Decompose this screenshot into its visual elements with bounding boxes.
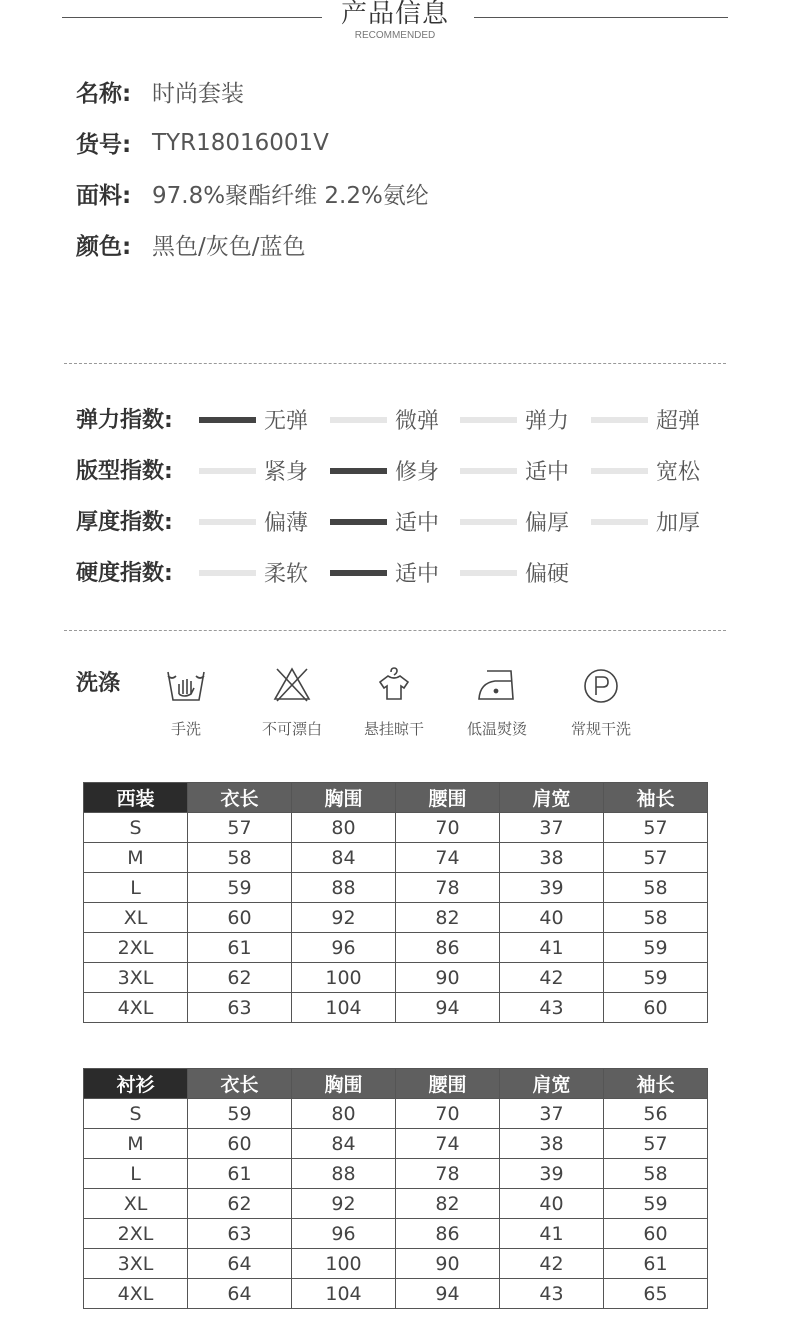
hang-dry-icon: [344, 660, 444, 708]
table-cell: 40: [500, 903, 604, 933]
table-cell: 100: [292, 963, 396, 993]
index-bar: [591, 417, 648, 423]
wash-text: 手洗: [170, 720, 201, 738]
table-cell: M: [84, 1129, 188, 1159]
table-cell: 2XL: [84, 1219, 188, 1249]
table-cell: 70: [396, 813, 500, 843]
index-option: [591, 445, 700, 496]
table-cell: 84: [292, 1129, 396, 1159]
index-row: [76, 547, 726, 598]
table-header-cell: 胸围: [292, 783, 396, 813]
index-label: 弹力指数:: [76, 408, 173, 433]
iron-low-icon: [447, 660, 547, 708]
index-bar-selected: [330, 519, 387, 525]
table-cell: S: [84, 813, 188, 843]
index-option-label: 柔软: [264, 562, 309, 587]
table-header-cell: 西装: [84, 783, 188, 813]
table-cell: 84: [292, 843, 396, 873]
table-row: [84, 1219, 708, 1249]
divider: [64, 363, 726, 364]
info-value: 黑色/灰色/蓝色: [152, 234, 306, 260]
table-cell: 61: [188, 933, 292, 963]
table-cell: 2XL: [84, 933, 188, 963]
table-cell: L: [84, 1159, 188, 1189]
table-header-cell: 腰围: [396, 783, 500, 813]
table-cell: 62: [188, 963, 292, 993]
wash-item-iron-low: [447, 660, 547, 739]
table-cell: 78: [396, 1159, 500, 1189]
table-cell: 94: [396, 993, 500, 1023]
table-cell: 92: [292, 1189, 396, 1219]
wash-item-hang-dry: [344, 660, 444, 739]
index-row: [76, 496, 726, 547]
index-option: [199, 496, 308, 547]
table-cell: 61: [604, 1249, 708, 1279]
table-row: [84, 963, 708, 993]
index-bar: [330, 417, 387, 423]
table-cell: 82: [396, 1189, 500, 1219]
table-row: [84, 933, 708, 963]
size-table-suit: [83, 782, 708, 1023]
table-cell: 41: [500, 1219, 604, 1249]
table-cell: 37: [500, 813, 604, 843]
table-cell: 3XL: [84, 1249, 188, 1279]
section-subtitle: RECOMMENDED: [354, 30, 436, 41]
table-cell: 40: [500, 1189, 604, 1219]
table-cell: 63: [188, 1219, 292, 1249]
table-cell: 96: [292, 1219, 396, 1249]
table-cell: 57: [604, 813, 708, 843]
index-row: [76, 445, 726, 496]
table-cell: 56: [604, 1099, 708, 1129]
table-cell: XL: [84, 903, 188, 933]
index-option: [330, 496, 439, 547]
table-cell: 3XL: [84, 963, 188, 993]
table-row: [84, 813, 708, 843]
table-header-row: [84, 783, 708, 813]
index-bar: [199, 570, 256, 576]
table-cell: 59: [188, 1099, 292, 1129]
table-cell: 38: [500, 843, 604, 873]
table-cell: XL: [84, 1189, 188, 1219]
info-value: 97.8%聚酯纤维 2.2%氨纶: [152, 183, 429, 209]
table-cell: 58: [604, 873, 708, 903]
table-header-cell: 肩宽: [500, 783, 604, 813]
table-cell: 64: [188, 1279, 292, 1309]
index-bar: [460, 519, 517, 525]
table-row: [84, 873, 708, 903]
table-cell: 57: [604, 1129, 708, 1159]
table-cell: 57: [188, 813, 292, 843]
table-cell: 100: [292, 1249, 396, 1279]
table-cell: 62: [188, 1189, 292, 1219]
table-cell: 59: [604, 933, 708, 963]
index-option-label: 修身: [395, 460, 440, 485]
table-cell: 59: [188, 873, 292, 903]
index-option: [330, 445, 439, 496]
index-option: [460, 394, 569, 445]
table-cell: 88: [292, 873, 396, 903]
table-cell: 94: [396, 1279, 500, 1309]
index-option: [199, 445, 308, 496]
index-option-label: 偏硬: [525, 562, 570, 587]
index-option-label: 偏薄: [264, 511, 309, 536]
table-cell: 38: [500, 1129, 604, 1159]
table-header-cell: 胸围: [292, 1069, 396, 1099]
table-cell: S: [84, 1099, 188, 1129]
index-option-label: 微弹: [395, 409, 440, 434]
index-row: [76, 394, 726, 445]
table-cell: 39: [500, 1159, 604, 1189]
table-row: [84, 903, 708, 933]
index-option-label: 加厚: [656, 511, 701, 536]
wash-text: 常规干洗: [570, 720, 631, 738]
table-cell: 74: [396, 1129, 500, 1159]
table-cell: 58: [604, 903, 708, 933]
table-row: [84, 993, 708, 1023]
info-row-color: [76, 219, 429, 270]
table-cell: 104: [292, 993, 396, 1023]
table-cell: 92: [292, 903, 396, 933]
info-value: 时尚套装: [152, 81, 244, 107]
table-row: [84, 1129, 708, 1159]
index-label: 版型指数:: [76, 459, 173, 484]
size-table-shirt: [83, 1068, 708, 1309]
index-option: [199, 547, 308, 598]
wash-item-hand-wash: [136, 660, 236, 739]
info-label: 颜色:: [76, 234, 132, 260]
table-cell: 4XL: [84, 993, 188, 1023]
index-label: 厚度指数:: [76, 510, 173, 535]
table-cell: 70: [396, 1099, 500, 1129]
table-cell: 60: [604, 993, 708, 1023]
info-label: 面料:: [76, 183, 132, 209]
table-cell: 63: [188, 993, 292, 1023]
table-cell: 78: [396, 873, 500, 903]
table-cell: 60: [188, 903, 292, 933]
table-cell: 80: [292, 813, 396, 843]
index-option: [460, 547, 569, 598]
table-cell: 86: [396, 1219, 500, 1249]
washing-label: 洗涤: [76, 671, 121, 696]
table-cell: 59: [604, 963, 708, 993]
info-label: 名称:: [76, 81, 132, 107]
table-header-cell: 衬衫: [84, 1069, 188, 1099]
info-row-sku: [76, 117, 429, 168]
table-row: [84, 1279, 708, 1309]
table-cell: 43: [500, 1279, 604, 1309]
index-bar: [460, 468, 517, 474]
table-cell: 60: [188, 1129, 292, 1159]
section-title: 产品信息: [340, 0, 449, 29]
index-option-label: 紧身: [264, 460, 309, 485]
info-row-name: [76, 66, 429, 117]
wash-text: 不可漂白: [261, 720, 322, 738]
table-cell: 65: [604, 1279, 708, 1309]
table-cell: 43: [500, 993, 604, 1023]
index-bar: [591, 468, 648, 474]
index-bar: [591, 519, 648, 525]
table-row: [84, 1159, 708, 1189]
table-cell: 90: [396, 963, 500, 993]
table-header-row: [84, 1069, 708, 1099]
index-option-label: 超弹: [656, 409, 701, 434]
table-header-cell: 衣长: [188, 1069, 292, 1099]
index-bar-selected: [330, 468, 387, 474]
index-bar: [460, 570, 517, 576]
index-bar: [199, 468, 256, 474]
table-header-cell: 袖长: [604, 783, 708, 813]
divider: [64, 630, 726, 631]
table-cell: 57: [604, 843, 708, 873]
index-bar-selected: [199, 417, 256, 423]
index-bar-selected: [330, 570, 387, 576]
table-header-cell: 袖长: [604, 1069, 708, 1099]
table-cell: 41: [500, 933, 604, 963]
dry-clean-icon: [551, 660, 651, 708]
table-cell: 60: [604, 1219, 708, 1249]
table-header-cell: 衣长: [188, 783, 292, 813]
table-cell: 90: [396, 1249, 500, 1279]
table-cell: 39: [500, 873, 604, 903]
index-option-label: 偏厚: [525, 511, 570, 536]
index-option: [460, 496, 569, 547]
table-cell: 80: [292, 1099, 396, 1129]
info-label: 货号:: [76, 132, 132, 158]
table-cell: 58: [188, 843, 292, 873]
info-row-fabric: [76, 168, 429, 219]
table-row: [84, 1189, 708, 1219]
table-row: [84, 1249, 708, 1279]
no-bleach-icon: [242, 660, 342, 708]
table-cell: 37: [500, 1099, 604, 1129]
index-option: [591, 496, 700, 547]
index-option: [330, 394, 439, 445]
table-cell: 104: [292, 1279, 396, 1309]
table-cell: 59: [604, 1189, 708, 1219]
table-cell: M: [84, 843, 188, 873]
index-section: [76, 394, 726, 598]
table-row: [84, 843, 708, 873]
index-bar: [199, 519, 256, 525]
info-value: TYR18016001V: [152, 129, 329, 156]
index-option-label: 适中: [395, 511, 440, 536]
index-option-label: 适中: [525, 460, 570, 485]
hand-wash-icon: [136, 660, 236, 708]
table-cell: 4XL: [84, 1279, 188, 1309]
table-header-cell: 肩宽: [500, 1069, 604, 1099]
table-row: [84, 1099, 708, 1129]
index-option-label: 宽松: [656, 460, 701, 485]
table-cell: 58: [604, 1159, 708, 1189]
table-cell: 88: [292, 1159, 396, 1189]
wash-item-no-bleach: [242, 660, 342, 739]
wash-item-dry-clean: [551, 660, 651, 739]
index-option: [330, 547, 439, 598]
wash-text: 低温熨烫: [466, 720, 527, 738]
index-option-label: 适中: [395, 562, 440, 587]
table-cell: 61: [188, 1159, 292, 1189]
table-cell: 74: [396, 843, 500, 873]
table-header-cell: 腰围: [396, 1069, 500, 1099]
table-cell: 42: [500, 963, 604, 993]
table-cell: 96: [292, 933, 396, 963]
index-label: 硬度指数:: [76, 561, 173, 586]
table-cell: 82: [396, 903, 500, 933]
table-cell: L: [84, 873, 188, 903]
product-info: [76, 66, 429, 270]
index-option-label: 无弹: [264, 409, 309, 434]
index-option: [199, 394, 308, 445]
index-option: [460, 445, 569, 496]
index-option: [591, 394, 700, 445]
index-option-label: 弹力: [525, 409, 570, 434]
index-bar: [460, 417, 517, 423]
wash-text: 悬挂晾干: [363, 720, 424, 738]
table-cell: 42: [500, 1249, 604, 1279]
table-cell: 86: [396, 933, 500, 963]
table-cell: 64: [188, 1249, 292, 1279]
